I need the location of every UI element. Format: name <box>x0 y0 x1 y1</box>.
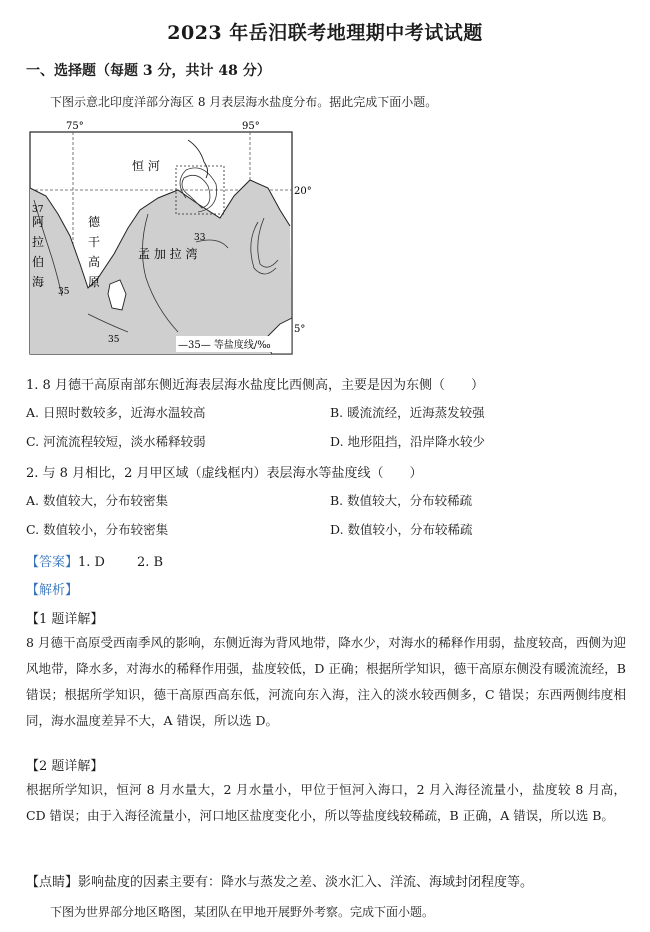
bay-of-bengal-label: 孟 加 拉 湾 <box>138 247 198 261</box>
lon-75-label: 75° <box>66 121 84 132</box>
question-2-option-a[interactable]: A. 数值较大，分布较密集 <box>26 493 168 508</box>
river-label: 恒 河 <box>132 159 160 173</box>
answer-line <box>26 551 163 570</box>
tip-line <box>26 871 533 890</box>
question-2-option-d[interactable]: D. 数值较小，分布较稀疏 <box>330 522 473 537</box>
question-1-option-c[interactable]: C. 河流流程较短，淡水稀释较弱 <box>26 434 206 449</box>
lat-20-label: 20° <box>294 186 312 197</box>
intro-text-1: 下图示意北印度洋部分海区 8 月表层海水盐度分布。据此完成下面小题。 <box>50 95 438 109</box>
arabian-sea-char-1: 阿 <box>32 215 45 229</box>
answer-2: 2. B <box>136 555 164 570</box>
question-1-option-b[interactable]: B. 暖流流经，近海蒸发较强 <box>330 405 485 420</box>
deccan-char-3: 高 <box>88 255 101 269</box>
salinity-map <box>28 118 312 363</box>
question-1-stem: 1. 8 月德干高原南部东侧近海表层海水盐度比西侧高，主要是因为东侧（ ） <box>26 378 484 393</box>
page-title: 2023 年岳汨联考地理期中考试试题 <box>167 22 483 44</box>
deccan-char-4: 原 <box>88 275 101 289</box>
tip-label: 【点睛】 <box>26 875 79 890</box>
intro-text-2: 下图为世界部分地区略图，某团队在甲地开展野外考察。完成下面小题。 <box>50 905 435 919</box>
deccan-char-2: 干 <box>88 235 101 249</box>
lat-5-label: 5° <box>294 324 306 335</box>
tip-text: 影响盐度的因素主要有：降水与蒸发之差、淡水汇入、洋流、海域封闭程度等。 <box>78 875 534 890</box>
detail-2-heading: 【2 题详解】 <box>26 759 104 774</box>
lon-95-label: 95° <box>242 121 260 132</box>
answer-label: 【答案】 <box>26 555 79 570</box>
detail-1-text: 8 月德干高原受西南季风的影响，东侧近海为背风地带，降水少，对海水的稀释作用弱，盐度较高，西侧为迎风地带，降水多，对海水的稀释作用强，盐度较低，D 正确；根据所学知识，德干高原东侧没有暖流流经，B 错误；根据所学知识，德干高原西高东低，河流向东入海，注入的淡水较西侧多，C 错误；东西两侧纬度相同，海水温度差异不大，A 错误，所以选 D。 <box>26 635 626 728</box>
detail-2-text: 根据所学知识，恒河 8 月水量大，2 月水量小，甲位于恒河入海口，2 月入海径流量小，盐度较 8 月高，CD 错误；由于入海径流量小，河口地区盐度变化小，所以等盐度线较稀疏，B 正确，A 错误，所以选 B。 <box>26 782 626 823</box>
analysis-label: 【解析】 <box>26 583 79 598</box>
map-legend: —35— 等盐度线/‰ <box>178 340 271 351</box>
arabian-sea-char-4: 海 <box>32 275 45 289</box>
question-1-option-d[interactable]: D. 地形阻挡，沿岸降水较少 <box>330 434 486 449</box>
section-heading: 一、选择题（每题 3 分，共计 48 分） <box>26 63 271 79</box>
question-2-option-c[interactable]: C. 数值较小，分布较密集 <box>26 522 169 537</box>
detail-1-heading: 【1 题详解】 <box>26 612 104 627</box>
arabian-sea-char-2: 拉 <box>32 235 45 249</box>
question-2-option-b[interactable]: B. 数值较大，分布较稀疏 <box>330 493 473 508</box>
question-1-option-a[interactable]: A. 日照时数较多，近海水温较高 <box>26 405 206 420</box>
answer-1: 1. D <box>78 555 105 570</box>
isoline-33-label: 33 <box>194 233 206 243</box>
deccan-char-1: 德 <box>88 215 101 229</box>
isoline-35-left-label: 35 <box>58 287 70 297</box>
isoline-35-bottom-label: 35 <box>108 335 120 345</box>
arabian-sea-char-3: 伯 <box>32 255 45 269</box>
isoline-37-label: 37 <box>32 205 44 215</box>
question-2-stem: 2. 与 8 月相比，2 月甲区域（虚线框内）表层海水等盐度线（ ） <box>26 466 423 481</box>
